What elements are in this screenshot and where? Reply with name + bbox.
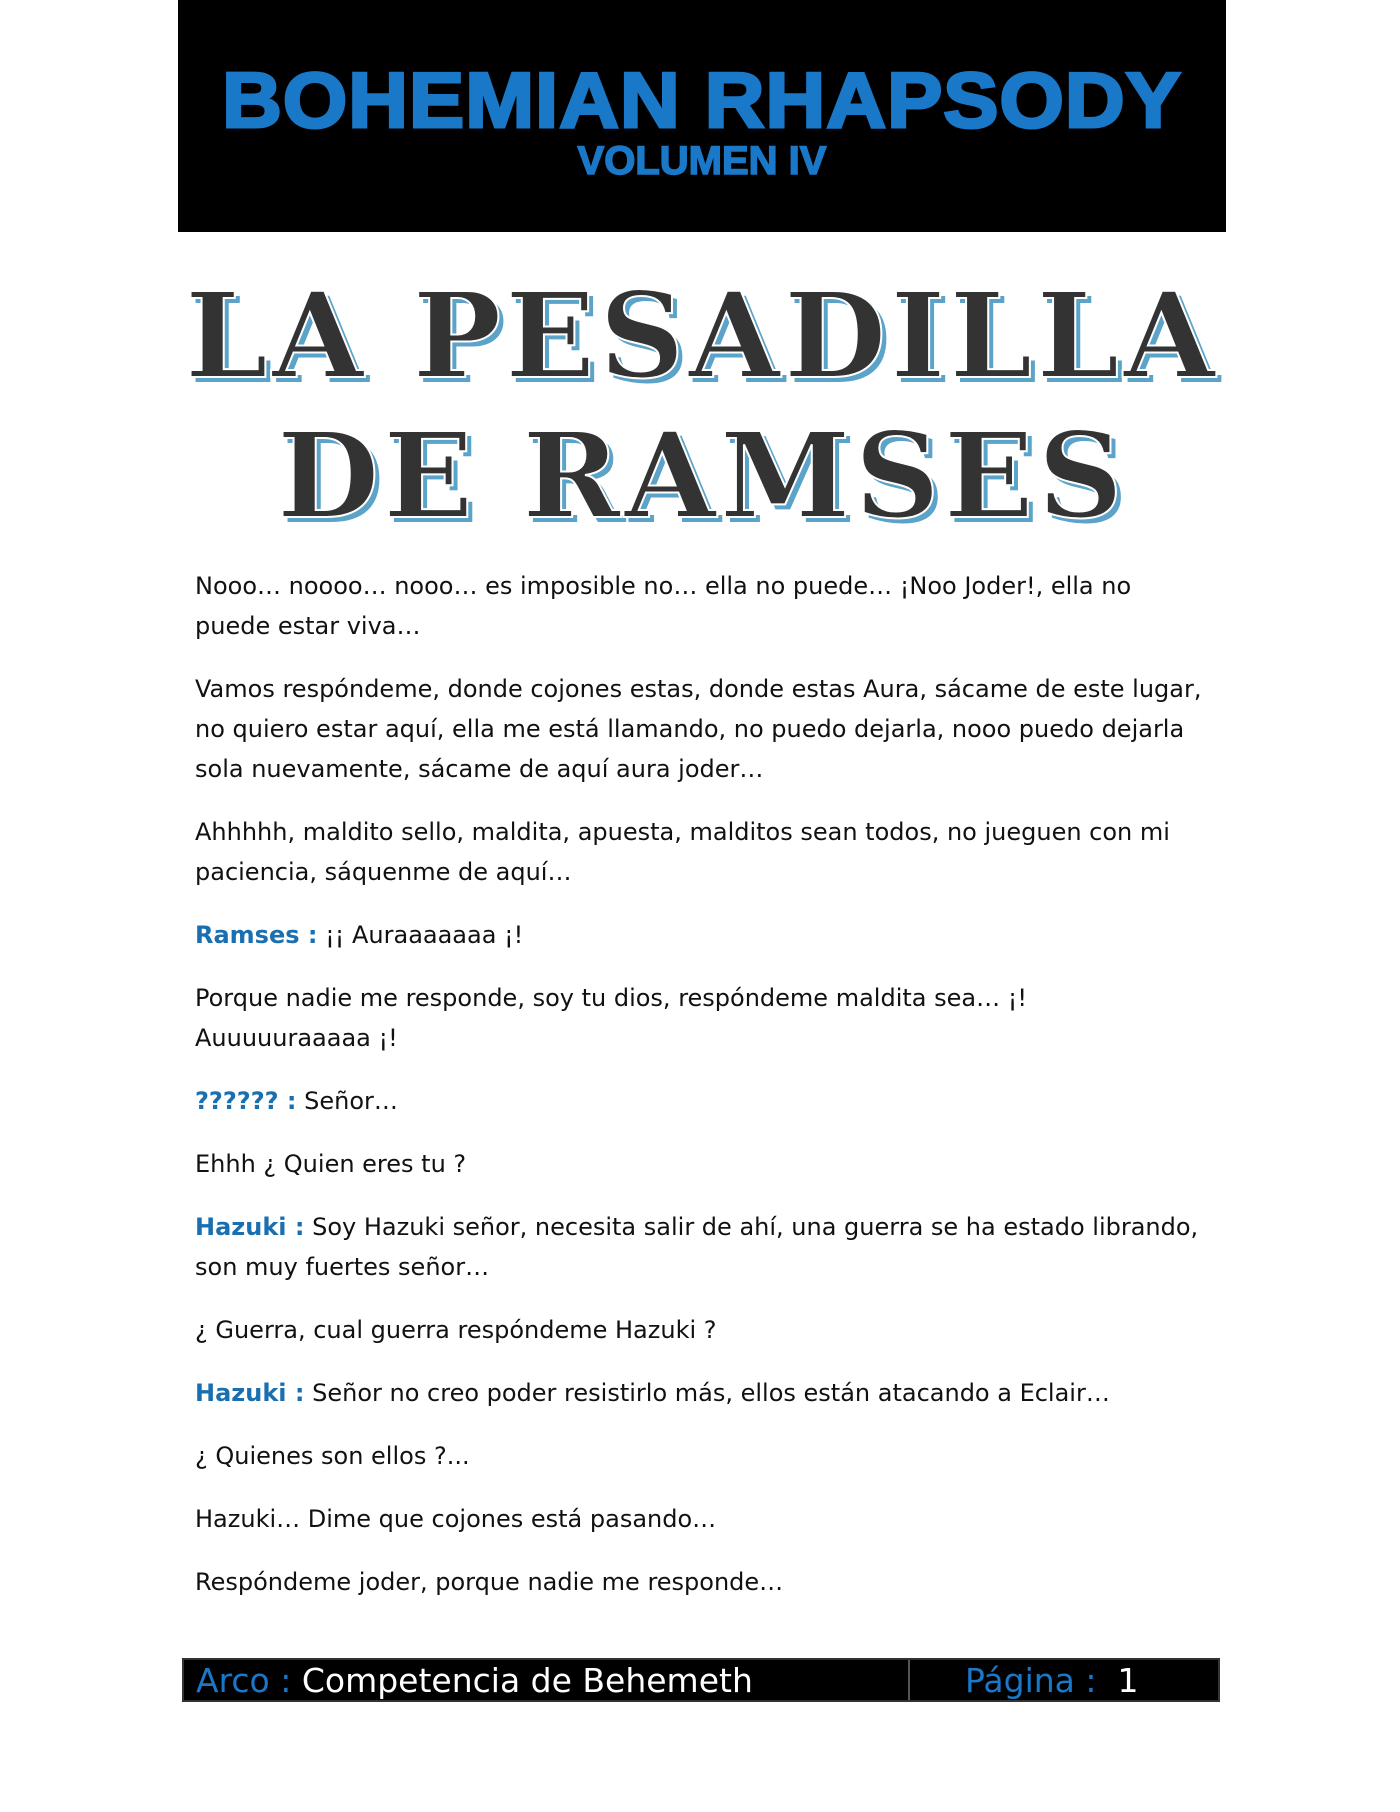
paragraph: Respóndeme joder, porque nadie me responde… (195, 1568, 784, 1596)
arc-value: Competencia de Behemeth (291, 1660, 753, 1700)
volume-title: VOLUMEN IV (577, 139, 827, 183)
dialogue-text: Soy Hazuki señor, necesita salir de ahí, una guerra se ha estado librando, son muy fuertes señor… (195, 1213, 1199, 1281)
paragraph: Vamos respóndeme, donde cojones estas, donde estas Aura, sácame de este lugar, no quiero estar aquí, ella me está llamando, no puedo dejarla, nooo puedo dejarla sola nuevamente, sácame de aquí aura joder… (195, 675, 1202, 783)
paragraph: Ehhh ¿ Quien eres tu ? (195, 1150, 467, 1178)
speaker-name: Hazuki : (195, 1379, 305, 1407)
story-body (195, 566, 1210, 1625)
dialogue-text: Señor no creo poder resistirlo más, ellos están atacando a Eclair… (304, 1379, 1110, 1407)
paragraph: Ahhhhh, maldito sello, maldita, apuesta, malditos sean todos, no jueguen con mi paciencia, sáquenme de aquí… (195, 818, 1170, 886)
dialogue-text: Señor… (296, 1087, 398, 1115)
footer-bar (182, 1658, 1220, 1702)
dialogue-line (195, 1081, 1210, 1121)
paragraph: Porque nadie me responde, soy tu dios, respóndeme maldita sea… ¡! Auuuuuraaaaa ¡! (195, 984, 1027, 1052)
chapter-title-line-2: DE RAMSES (277, 406, 1127, 545)
page-info (910, 1661, 1218, 1700)
speaker-name: Hazuki : (195, 1213, 305, 1241)
arc-info (184, 1661, 908, 1700)
speaker-name: ?????? : (195, 1087, 297, 1115)
chapter-title-line-1: LA PESADILLA (184, 266, 1220, 405)
paragraph: ¿ Guerra, cual guerra respóndeme Hazuki ? (195, 1316, 717, 1344)
page-label: Página : (965, 1660, 1097, 1700)
paragraph: ¿ Quienes son ellos ?... (195, 1442, 470, 1470)
page-number: 1 (1117, 1660, 1139, 1700)
paragraph: Nooo… noooo… nooo… es imposible no… ella no puede… ¡Noo Joder!, ella no puede estar viva… (195, 572, 1132, 640)
dialogue-line (195, 915, 1210, 955)
dialogue-text: ¡¡ Auraaaaaaa ¡! (317, 921, 524, 949)
paragraph: Hazuki… Dime que cojones está pasando… (195, 1505, 717, 1533)
header-banner (178, 0, 1226, 232)
dialogue-line (195, 1207, 1210, 1287)
speaker-name: Ramses : (195, 921, 318, 949)
series-title: BOHEMIAN RHAPSODY (222, 56, 1182, 144)
arc-label: Arco : (196, 1660, 292, 1700)
chapter-title (178, 266, 1226, 546)
dialogue-line (195, 1373, 1210, 1413)
